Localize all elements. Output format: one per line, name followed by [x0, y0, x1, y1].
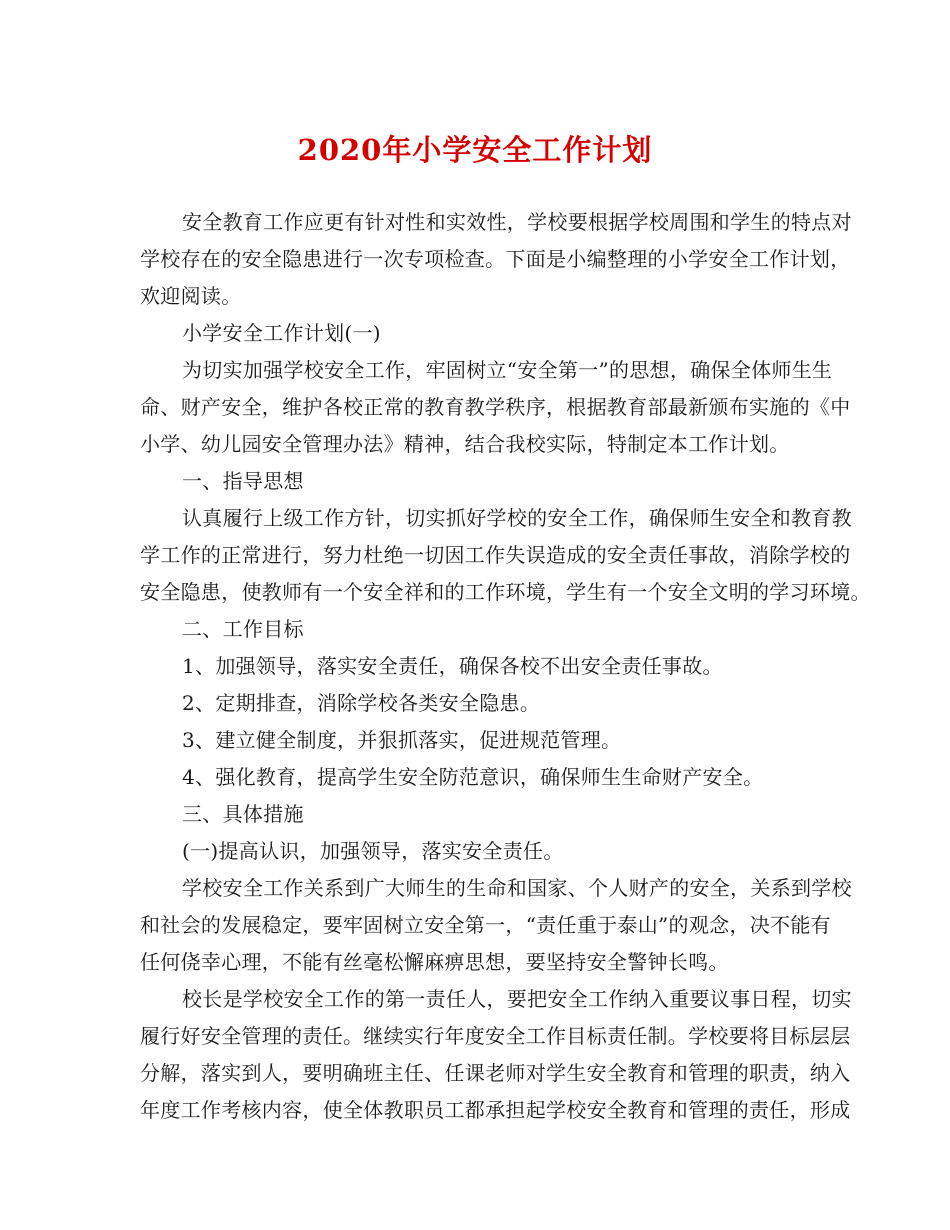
paragraph-line: 年度工作考核内容，使全体教职员工都承担起学校安全教育和管理的责任，形成: [140, 1098, 851, 1122]
paragraph-line: 履行好安全管理的责任。继续实行年度安全工作目标责任制。学校要将目标层层: [140, 1024, 851, 1048]
section-heading: 小学安全工作计划(一): [182, 321, 381, 345]
paragraph-line: 命、财产安全，维护各校正常的教育教学秩序，根据教育部最新颁布实施的《中: [140, 395, 851, 419]
paragraph-line: 欢迎阅读。: [140, 284, 242, 308]
section-heading: 三、具体措施: [182, 802, 304, 826]
document-title: 2020年小学安全工作计划: [297, 133, 653, 167]
paragraph-line: 为切实加强学校安全工作，牢固树立“安全第一”的思想，确保全体师生生: [182, 358, 833, 382]
paragraph-line: 学校存在的安全隐患进行一次专项检查。下面是小编整理的小学安全工作计划，: [140, 247, 851, 271]
paragraph-line: 安全隐患，使教师有一个安全祥和的工作环境，学生有一个安全文明的学习环境。: [140, 580, 871, 604]
list-item: 3、建立健全制度，并狠抓落实，促进规范管理。: [182, 728, 622, 752]
paragraph-line: 安全教育工作应更有针对性和实效性，学校要根据学校周围和学生的特点对: [182, 210, 852, 234]
paragraph-line: 校长是学校安全工作的第一责任人，要把安全工作纳入重要议事日程，切实: [182, 987, 852, 1011]
list-item: 1、加强领导，落实安全责任，确保各校不出安全责任事故。: [182, 654, 723, 678]
paragraph-line: 任何侥幸心理，不能有丝毫松懈麻痹思想，要坚持安全警钟长鸣。: [140, 950, 729, 974]
paragraph-line: 小学、幼儿园安全管理办法》精神，结合我校实际，特制定本工作计划。: [140, 432, 790, 456]
section-heading: 一、指导思想: [182, 469, 304, 493]
subsection-heading: (一)提高认识，加强领导，落实安全责任。: [182, 839, 564, 863]
paragraph-line: 学工作的正常进行，努力杜绝一切因工作失误造成的安全责任事故，消除学校的: [140, 543, 851, 567]
paragraph-line: 分解，落实到人，要明确班主任、任课老师对学生安全教育和管理的职责，纳入: [140, 1061, 851, 1085]
list-item: 4、强化教育，提高学生安全防范意识，确保师生生命财产安全。: [182, 765, 764, 789]
list-item: 2、定期排查，消除学校各类安全隐患。: [182, 691, 541, 715]
paragraph-line: 认真履行上级工作方针，切实抓好学校的安全工作，确保师生安全和教育教: [182, 506, 852, 530]
paragraph-line: 和社会的发展稳定，要牢固树立安全第一，“责任重于泰山”的观念，决不能有: [140, 913, 831, 937]
section-heading: 二、工作目标: [182, 617, 304, 641]
paragraph-line: 学校安全工作关系到广大师生的生命和国家、个人财产的安全，关系到学校: [182, 876, 852, 900]
